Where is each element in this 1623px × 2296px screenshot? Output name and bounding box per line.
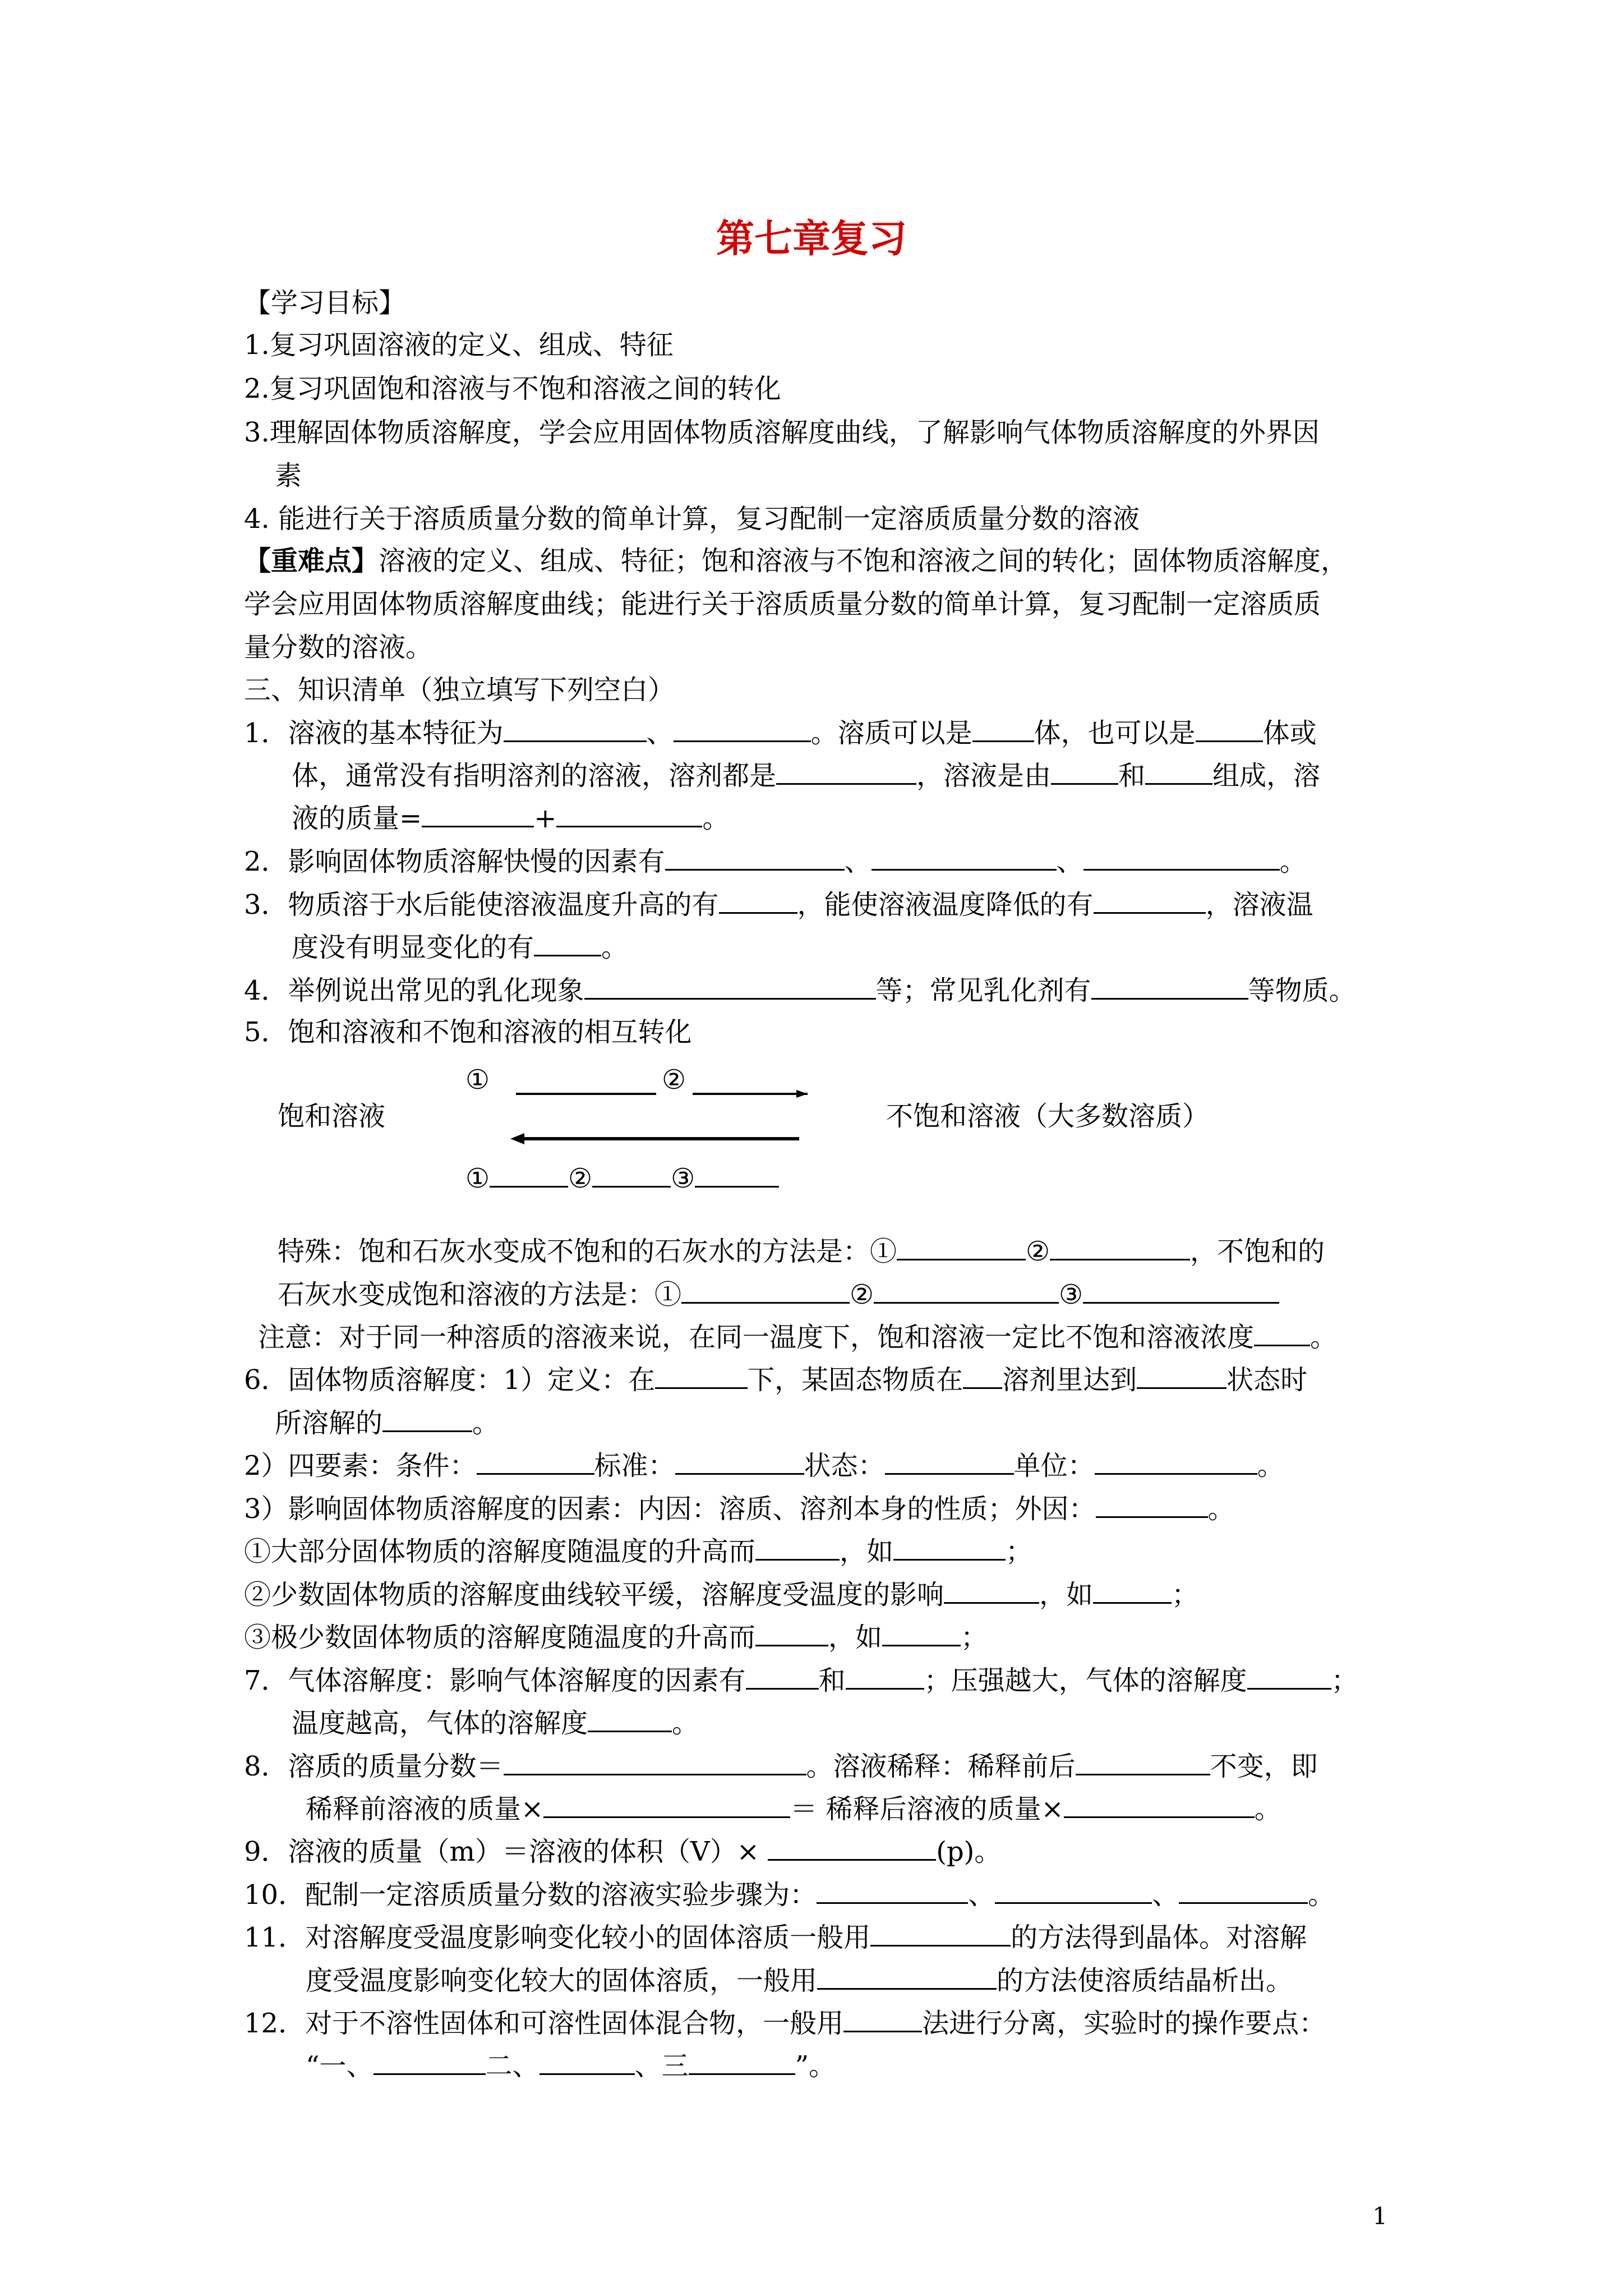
- blank[interactable]: [1083, 844, 1280, 871]
- blank[interactable]: [1145, 758, 1212, 785]
- objectives-heading: 【学习目标】: [244, 287, 406, 319]
- blank[interactable]: [422, 801, 534, 827]
- blank[interactable]: [870, 1920, 1011, 1947]
- diagram-top-c2: ②: [662, 1064, 686, 1096]
- question-4: 4．举例说出常见的乳化现象 等；常见乳化剂有 等物质。: [244, 973, 1356, 1007]
- question-7: 7．气体溶解度：影响气体溶解度的因素有 和 ；压强越大，气体的溶解度 ；: [244, 1663, 1358, 1697]
- blank[interactable]: [1095, 1448, 1257, 1475]
- rule-3: ③极少数固体物质的溶解度随温度的升高而 ，如 ；: [244, 1620, 988, 1654]
- rule-1: ①大部分固体物质的溶解度随温度的升高而 ，如 ；: [244, 1534, 1032, 1568]
- blank[interactable]: [885, 1448, 1014, 1475]
- blank[interactable]: [695, 1161, 779, 1188]
- blank[interactable]: [963, 1363, 1002, 1389]
- blank[interactable]: [382, 1406, 472, 1432]
- blank[interactable]: [755, 1534, 840, 1561]
- blank[interactable]: [768, 1834, 936, 1861]
- question-6-2: 2）四要素：条件： 标准： 状态： 单位： 。: [244, 1448, 1284, 1483]
- blank[interactable]: [1051, 758, 1118, 785]
- blank[interactable]: [675, 1448, 804, 1475]
- blank[interactable]: [746, 1663, 819, 1690]
- blank[interactable]: [588, 1706, 672, 1732]
- blank[interactable]: [504, 716, 647, 742]
- section-heading: 三、知识清单（独立填写下列空白）: [244, 674, 675, 706]
- objective-3-cont: 素: [275, 460, 302, 491]
- question-6: 6．固体物质溶解度：1）定义：在 下，某固态物质在 溶剂里达到 状态时: [244, 1363, 1307, 1397]
- blank[interactable]: [893, 1534, 1006, 1561]
- question-6-3: 3）影响固体物质溶解度的因素：内因：溶质、溶剂本身的性质；外因： 。: [244, 1492, 1235, 1526]
- blank[interactable]: [1064, 1792, 1255, 1818]
- diagram-top-c1: ①: [465, 1064, 490, 1096]
- blank[interactable]: [1247, 1663, 1331, 1690]
- blank[interactable]: [543, 1792, 790, 1818]
- blank[interactable]: [882, 1620, 961, 1646]
- blank[interactable]: [846, 1663, 924, 1690]
- question-3: 3．物质溶于水后能使溶液温度升高的有 ，能使溶液温度降低的有 ，溶液温: [244, 887, 1313, 922]
- rule-2: ②少数固体物质的溶解度曲线较平缓，溶解度受温度的影响 ，如 ；: [244, 1577, 1198, 1612]
- question-7-line2: 温度越高，气体的溶解度 。: [292, 1706, 699, 1740]
- blank[interactable]: [1137, 1363, 1227, 1389]
- blank[interactable]: [1076, 1749, 1210, 1775]
- question-1: 1．溶液的基本特征为 、 。溶质可以是 体，也可以是 体或: [244, 716, 1317, 750]
- question-12: 12．对于不溶性固体和可溶性固体混合物，一般用 法进行分离，实验时的操作要点：: [244, 2006, 1326, 2040]
- blank[interactable]: [689, 2049, 795, 2075]
- blank[interactable]: [665, 844, 845, 871]
- blank[interactable]: [874, 1277, 1059, 1304]
- blank[interactable]: [540, 2049, 635, 2075]
- blank[interactable]: [719, 887, 797, 914]
- blank[interactable]: [584, 973, 876, 1000]
- question-3-line2: 度没有明显变化的有 。: [292, 930, 628, 964]
- key-points-line2: 学会应用固体物质溶解度曲线；能进行关于溶质质量分数的简单计算，复习配制一定溶质质: [244, 588, 1321, 620]
- blank[interactable]: [534, 930, 601, 956]
- blank[interactable]: [490, 1161, 568, 1188]
- note: 注意：对于同一种溶质的溶液来说，在同一温度下，饱和溶液一定比不饱和溶液浓度 。: [258, 1320, 1337, 1354]
- question-5: 5．饱和溶液和不饱和溶液的相互转化: [244, 1016, 692, 1048]
- blank[interactable]: [1196, 716, 1263, 742]
- blank[interactable]: [995, 1878, 1152, 1904]
- diagram-unsaturated: 不饱和溶液（大多数溶质）: [886, 1101, 1210, 1132]
- diagram-saturated: 饱和溶液: [278, 1101, 386, 1132]
- blank[interactable]: [755, 1620, 828, 1646]
- blank[interactable]: [1179, 1878, 1308, 1904]
- blank[interactable]: [655, 1363, 748, 1389]
- question-11: 11．对溶解度受温度影响变化较小的固体溶质一般用 的方法得到晶体。对溶解: [244, 1920, 1307, 1954]
- blank[interactable]: [374, 2049, 486, 2075]
- blank[interactable]: [1083, 1277, 1279, 1304]
- left-arrowhead: [510, 1133, 524, 1144]
- blank[interactable]: [972, 716, 1034, 742]
- question-10: 10．配制一定溶质质量分数的溶液实验步骤为： 、 、 。: [244, 1878, 1335, 1912]
- blank[interactable]: [504, 1749, 806, 1775]
- blank[interactable]: [1093, 1577, 1172, 1604]
- special-line2: 石灰水变成饱和溶液的方法是：① ② ③: [278, 1277, 1279, 1312]
- blank[interactable]: [1050, 1234, 1190, 1260]
- question-9: 9．溶液的质量（m）＝溶液的体积（V）× (p)。: [244, 1834, 1001, 1869]
- blank[interactable]: [776, 758, 916, 785]
- question-1-line2: 体，通常没有指明溶剂的溶液，溶剂都是 ，溶液是由 和 组成，溶: [292, 758, 1320, 793]
- objective-2: 2.复习巩固饱和溶液与不饱和溶液之间的转化: [244, 373, 781, 404]
- blank[interactable]: [1094, 887, 1206, 914]
- blank[interactable]: [872, 844, 1057, 871]
- blank[interactable]: [681, 1277, 850, 1304]
- key-points-line3: 量分数的溶液。: [244, 632, 433, 663]
- conversion-arrows: [505, 1083, 819, 1150]
- page-number: 1: [1372, 2202, 1387, 2230]
- blank[interactable]: [674, 716, 811, 742]
- blank[interactable]: [592, 1161, 671, 1188]
- question-12-line2: “一、 二、 、三 ”。: [306, 2049, 836, 2083]
- objective-3: 3.理解固体物质溶解度，学会应用固体物质溶解度曲线，了解影响气体物质溶解度的外界因: [244, 417, 1320, 448]
- key-points: 【重难点】溶液的定义、组成、特征；饱和溶液与不饱和溶液之间的转化；固体物质溶解度，: [244, 545, 1348, 577]
- blank[interactable]: [1096, 1492, 1208, 1518]
- blank[interactable]: [556, 801, 702, 827]
- key-points-label: 【重难点】: [244, 545, 379, 577]
- blank[interactable]: [897, 1234, 1026, 1260]
- objective-1: 1.复习巩固溶液的定义、组成、特征: [244, 329, 674, 361]
- blank[interactable]: [817, 1878, 968, 1904]
- question-6-line2: 所溶解的 。: [275, 1406, 499, 1440]
- blank[interactable]: [1254, 1320, 1310, 1346]
- right-arrowhead: [796, 1090, 808, 1098]
- question-2: 2．影响固体物质溶解快慢的因素有 、 、 。: [244, 844, 1307, 878]
- blank[interactable]: [477, 1448, 594, 1475]
- blank[interactable]: [843, 2006, 922, 2032]
- diagram-bottom-c1: ① ② ③: [465, 1161, 779, 1195]
- question-8: 8．溶质的质量分数＝ 。溶液稀释：稀释前后 不变，即: [244, 1749, 1318, 1783]
- objective-4: 4. 能进行关于溶质质量分数的简单计算，复习配制一定溶质质量分数的溶液: [244, 503, 1140, 535]
- question-1-line3: 液的质量= + 。: [292, 801, 729, 835]
- question-11-line2: 度受温度影响变化较大的固体溶质，一般用 的方法使溶质结晶析出。: [306, 1963, 1293, 1998]
- page-title: 第七章复习: [716, 217, 907, 261]
- blank[interactable]: [944, 1577, 1039, 1604]
- blank[interactable]: [1091, 973, 1248, 1000]
- special-line1: 特殊：饱和石灰水变成不饱和的石灰水的方法是：① ② ，不饱和的: [278, 1234, 1325, 1268]
- blank[interactable]: [817, 1963, 997, 1990]
- question-8-line2: 稀释前溶液的质量× ＝ 稀释后溶液的质量× 。: [306, 1792, 1281, 1826]
